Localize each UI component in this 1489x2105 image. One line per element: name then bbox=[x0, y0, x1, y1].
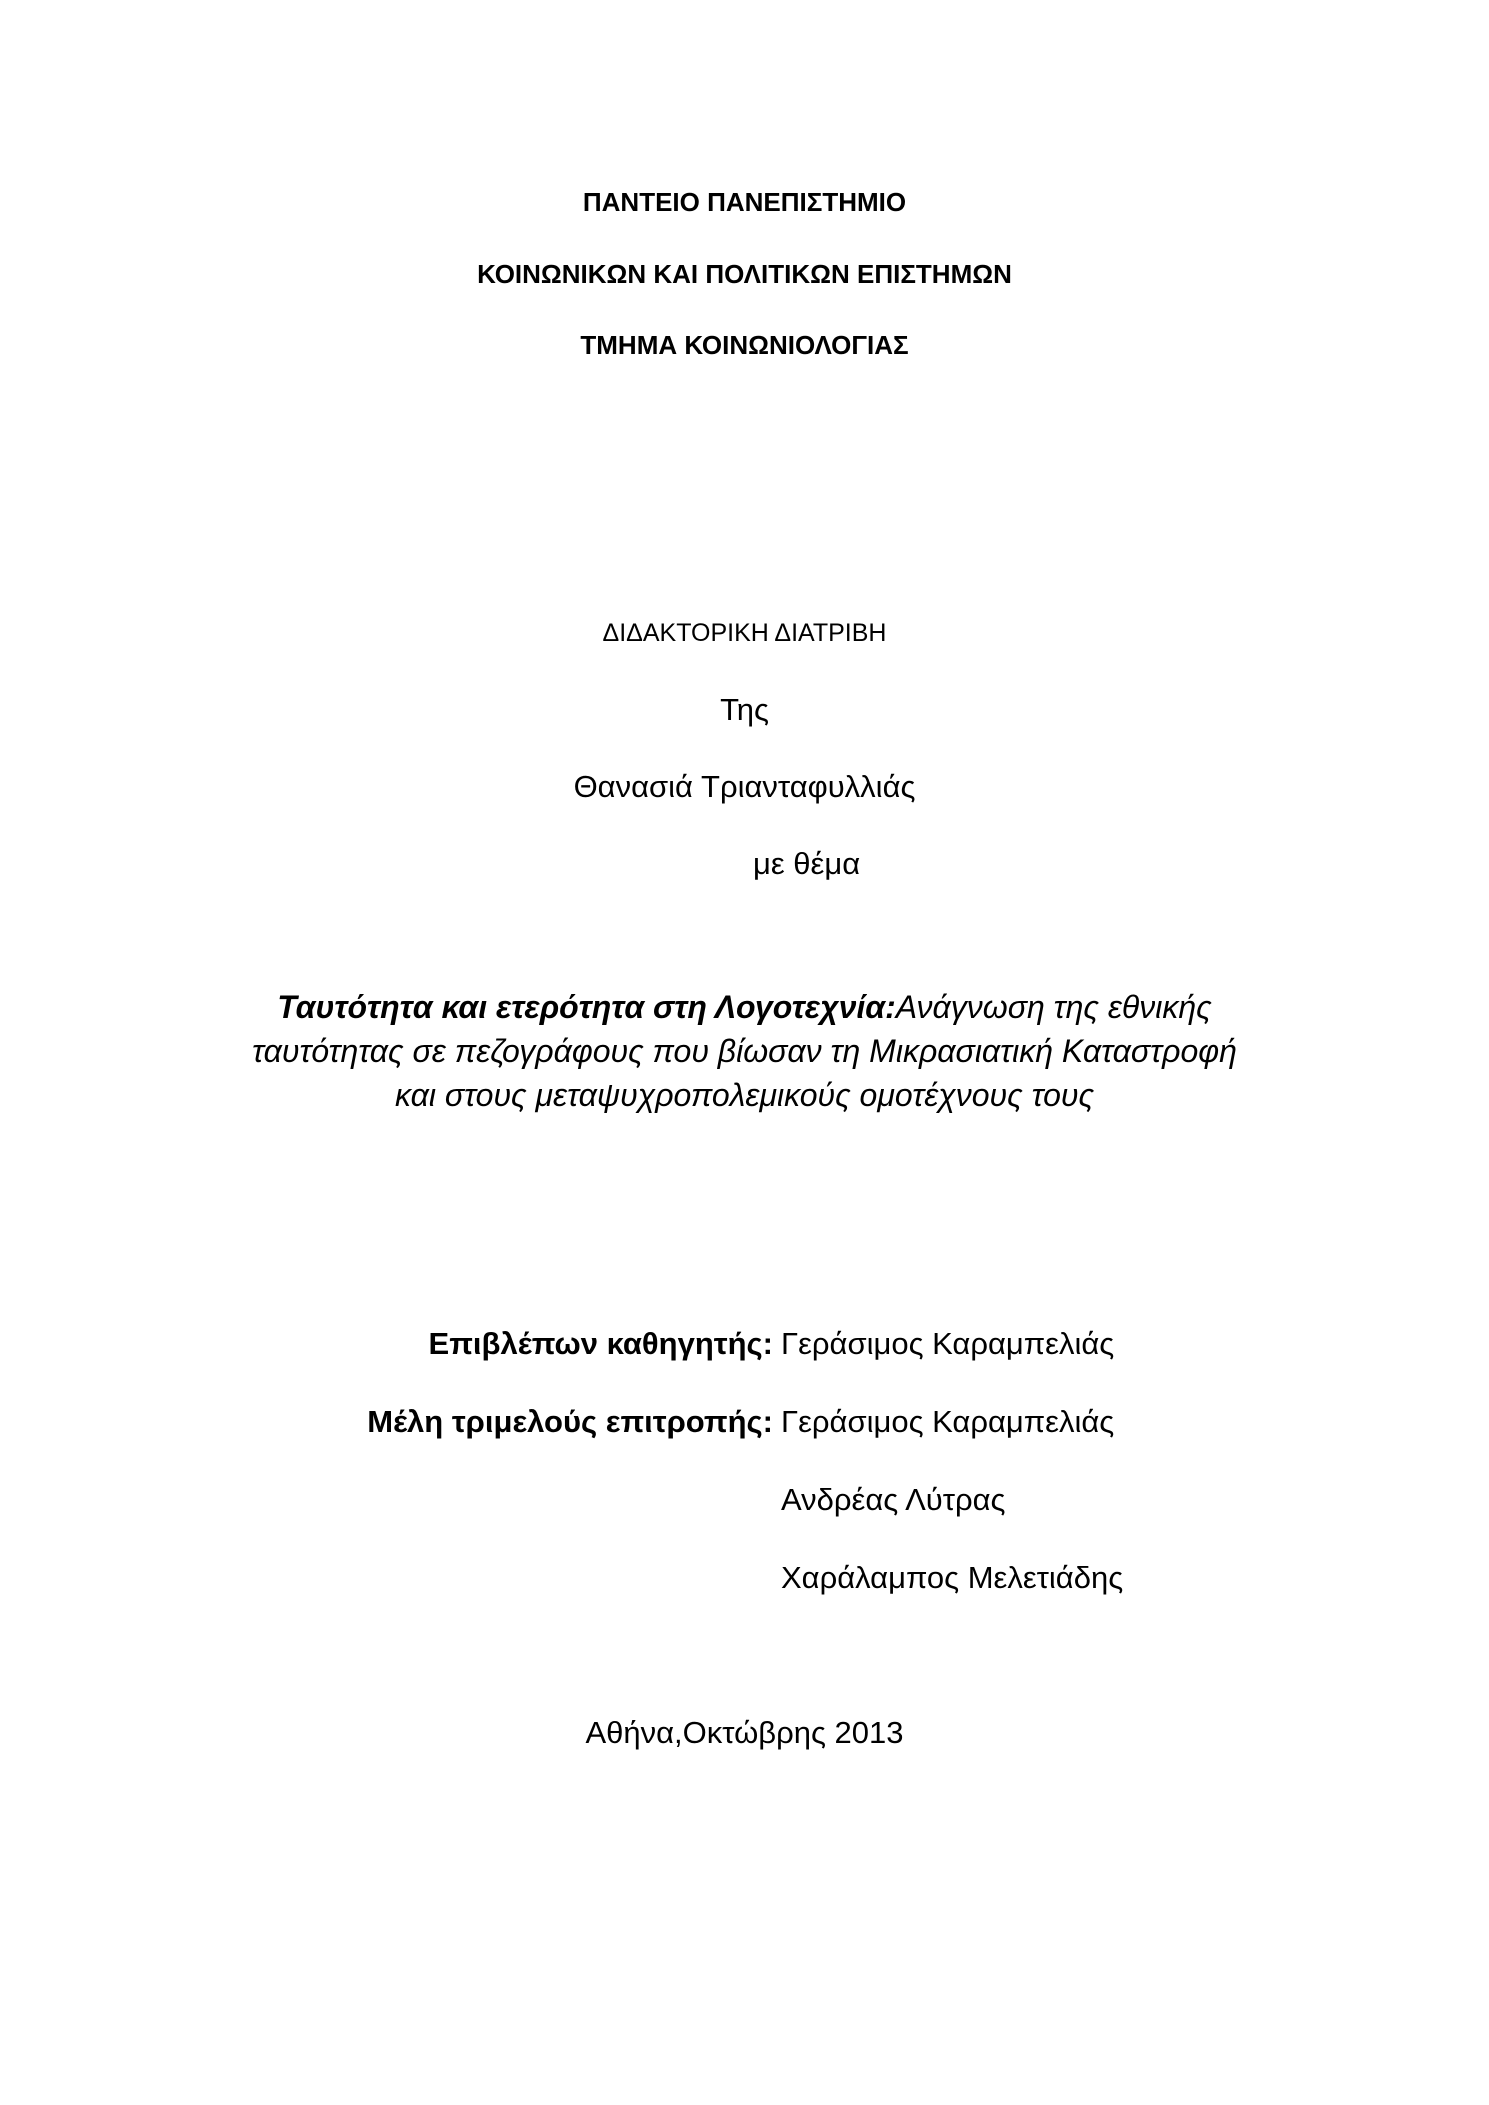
university-name: ΠΑΝΤΕΙΟ ΠΑΝΕΠΙΣΤΗΜΙΟ bbox=[582, 187, 907, 217]
title-sub-line-3: και στους μεταψυχροπολεμικούς ομοτέχνους τους bbox=[394, 1077, 1095, 1113]
place-date: Αθήνα,Οκτώβρης 2013 bbox=[585, 1715, 904, 1750]
committee-member: Χαράλαμπος Μελετιάδης bbox=[781, 1560, 1124, 1595]
title-sub-line-1: Ανάγνωση της εθνικής bbox=[895, 989, 1212, 1025]
document-type: ΔΙΔΑΚΤΟΡΙΚΗ ΔΙΑΤΡΙΒΗ bbox=[602, 619, 887, 647]
committee-member: Γεράσιμος Καραμπελιάς bbox=[781, 1404, 1115, 1439]
title-main: Ταυτότητα και ετερότητα στη Λογοτεχνία: bbox=[277, 989, 896, 1025]
title-line-1 bbox=[0, 985, 1489, 1029]
thesis-title bbox=[0, 985, 1489, 1117]
of-label: Της bbox=[720, 692, 769, 727]
author-name: Θανασιά Τριανταφυλλιάς bbox=[573, 769, 916, 804]
committee-member: Ανδρέας Λύτρας bbox=[781, 1482, 1006, 1517]
committee-label: Μέλη τριμελούς επιτροπής: bbox=[367, 1404, 773, 1439]
department-name: ΤΜΗΜΑ ΚΟΙΝΩΝΙΟΛΟΓΙΑΣ bbox=[580, 330, 909, 360]
school-name: ΚΟΙΝΩΝΙΚΩΝ ΚΑΙ ΠΟΛΙΤΙΚΩΝ ΕΠΙΣΤΗΜΩΝ bbox=[477, 259, 1012, 289]
supervisor-name: Γεράσιμος Καραμπελιάς bbox=[781, 1326, 1115, 1361]
title-sub-line-2: ταυτότητας σε πεζογράφους που βίωσαν τη Μικρασιατική Καταστροφή bbox=[252, 1033, 1237, 1069]
supervisor-label: Επιβλέπων καθηγητής: bbox=[428, 1326, 773, 1361]
topic-intro: με θέμα bbox=[753, 846, 861, 881]
